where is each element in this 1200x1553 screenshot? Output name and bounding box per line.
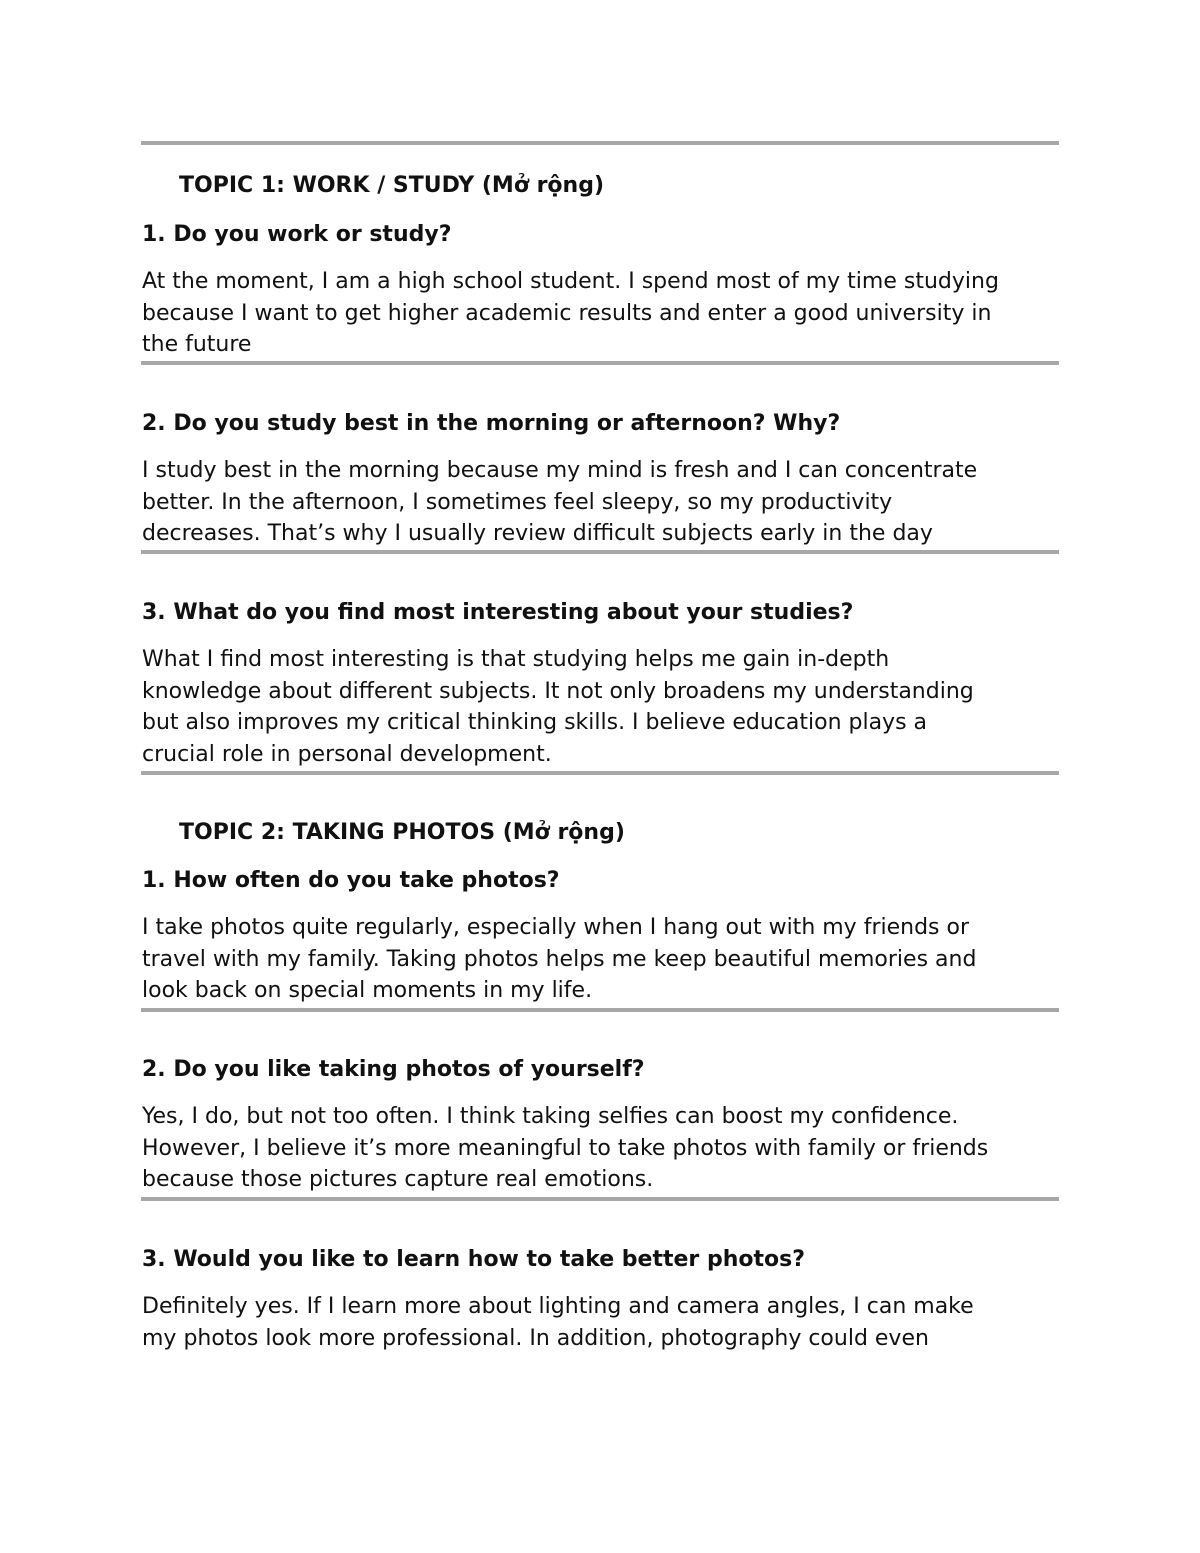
topic-2-answer-2 [142, 1101, 1072, 1196]
topic-1-title: TOPIC 1: WORK / STUDY (Mở rộng) [179, 173, 605, 198]
section-divider [141, 141, 1059, 145]
topic-2-question-3: 3. Would you like to learn how to take better photos? [142, 1247, 805, 1272]
answer-line: look back on special moments in my life. [142, 978, 593, 1003]
topic-2-question-1: 1. How often do you take photos? [142, 868, 560, 893]
topic-1-answer-1 [142, 266, 1072, 361]
answer-divider [141, 361, 1059, 365]
topic-1-answer-3 [142, 644, 1072, 770]
answer-divider [141, 771, 1059, 775]
topic-1-question-3: 3. What do you find most interesting about your studies? [142, 600, 854, 625]
answer-line: Yes, I do, but not too often. I think taking selfies can boost my confidence. [142, 1104, 959, 1129]
answer-line: because those pictures capture real emotions. [142, 1167, 654, 1192]
answer-line: crucial role in personal development. [142, 741, 552, 767]
answer-line: At the moment, I am a high school student. I spend most of my time studying [142, 269, 999, 294]
answer-line: decreases. That’s why I usually review difficult subjects early in the day [142, 521, 933, 546]
topic-1-question-2: 2. Do you study best in the morning or afternoon? Why? [142, 411, 841, 436]
topic-1-answer-2 [142, 455, 1072, 550]
answer-line: my photos look more professional. In addition, photography could even [142, 1325, 929, 1351]
answer-line: What I find most interesting is that studying helps me gain in-depth [142, 647, 890, 672]
answer-divider [141, 1008, 1059, 1012]
topic-2-question-2: 2. Do you like taking photos of yourself? [142, 1057, 645, 1082]
answer-line: I study best in the morning because my mind is fresh and I can concentrate [142, 458, 978, 483]
answer-line: knowledge about different subjects. It not only broadens my understanding [142, 678, 974, 704]
topic-2-answer-3 [142, 1291, 1072, 1354]
topic-2-title: TOPIC 2: TAKING PHOTOS (Mở rộng) [179, 820, 625, 845]
answer-line: the future [142, 332, 252, 357]
answer-line: better. In the afternoon, I sometimes feel sleepy, so my productivity [142, 489, 893, 515]
answer-divider [141, 1197, 1059, 1201]
answer-line: but also improves my critical thinking skills. I believe education plays a [142, 710, 928, 735]
answer-line: However, I believe it’s more meaningful to take photos with family or friends [142, 1135, 989, 1161]
topic-2-answer-1 [142, 912, 1072, 1007]
answer-divider [141, 550, 1059, 554]
answer-line: travel with my family. Taking photos helps me keep beautiful memories and [142, 946, 977, 972]
topic-1-question-1: 1. Do you work or study? [142, 222, 452, 247]
answer-line: because I want to get higher academic results and enter a good university in [142, 300, 992, 326]
answer-line: Definitely yes. If I learn more about lighting and camera angles, I can make [142, 1294, 974, 1319]
answer-line: I take photos quite regularly, especially when I hang out with my friends or [142, 915, 969, 940]
